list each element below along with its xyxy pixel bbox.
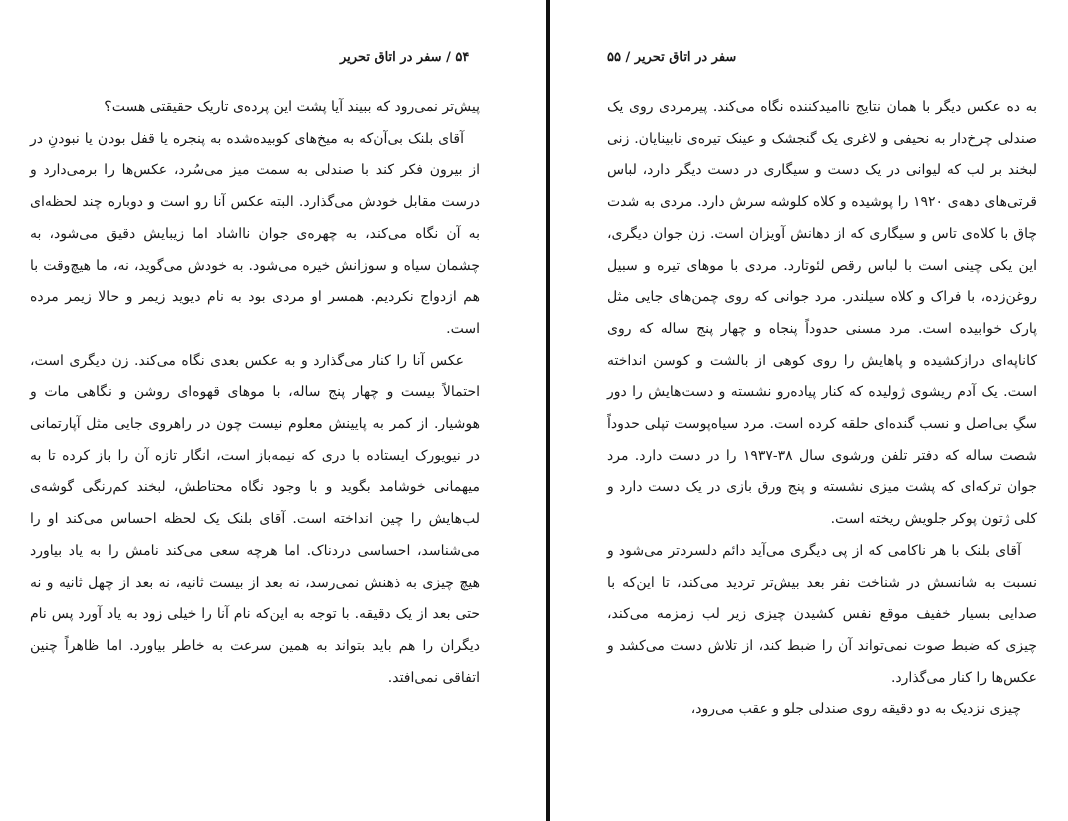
right-page [550,0,1068,821]
right-running-head: سفر در اتاق تحریر / ۵۵ [607,50,737,65]
left-paragraph-3: عکس آنا را کنار می‌گذارد و به عکس بعدی نگاه می‌کند. زن دیگری است، احتمالاً بیست و چهار پنج ساله، با موهای قهوه‌ای روشن و نگاهی مات و هوشیار. از کمر به پایینش معلوم نیست چون در راهروی جایی مثل آپارتمانی در نیویورک ایستاده با دری که نیمه‌باز است، انگار تازه آن را باز کرده تا به میهمانی خوشامد بگوید و با وجود نگاه محتاطش، لبخند کم‌رنگی گوشه‌ی لب‌هایش را چین انداخته است. آقای بلنک یک لحظه احساس می‌کند او را می‌شناسد، احساسی دردناک. اما هرچه سعی می‌کند نامش را به یاد بیاورد هیچ چیزی به ذهنش نمی‌رسد، نه بعد از بیست ثانیه، نه بعد از چهل ثانیه و نه حتی بعد از یک دقیقه. با توجه به این‌که نام آنا را خیلی زود به یاد آورد پس نام دیگران را هم باید بتواند به همین سرعت به خاطر بیاورد. اما ظاهراً چنین اتفاقی نمی‌افتد. [30,352,480,686]
right-paragraph-3: چیزی نزدیک به دو دقیقه روی صندلی جلو و عقب می‌رود، [690,701,1021,718]
right-paragraph-2: آقای بلنک با هر ناکامی که از پی دیگری می‌آید دائم دلسردتر می‌شود و نسبت به شانسش در شناخت نفر بعد بیش‌تر تردید می‌کند، تا این‌که با صدایی بسیار خفیف موقع نفس کشیدن چیزی زیر لب زمزمه می‌کند، چیزی که ضبط صوت نمی‌تواند آن را ضبط کند، از تلاش دست می‌کشد و عکس‌ها را کنار می‌گذارد. [607,542,1037,686]
left-paragraph-2: آقای بلنک بی‌آن‌که به میخ‌های کوبیده‌شده به پنجره یا قفل بودن یا نبودنِ در از بیرون فکر کند با صندلی به سمت میز می‌سُرد، عکس‌ها را برمی‌دارد و درست مقابل خودش می‌گذارد. البته عکس آنا رو است و دوباره چند لحظه‌ای به آن نگاه می‌کند، به چهره‌ی جوان نااشاد اما زیبایش دقیق می‌شود، به چشمان سیاه و سوزانش خیره می‌شود. به خودش می‌گوید، نه، ما هیچ‌وقت با هم ازدواج نکردیم. همسر او مردی بود به نام دیوید زیمر و حالا زیمر مرده است. [30,130,480,337]
left-body-text [30,92,480,694]
right-body-text [607,92,1037,726]
left-running-head: ۵۴ / سفر در اتاق تحریر [340,50,470,65]
right-paragraph-1: به ده عکس دیگر با همان نتایج ناامیدکننده نگاه می‌کند. پیرمردی روی یک صندلی چرخ‌دار به نحیفی و لاغری یک گنجشک و عینک تیره‌ی نابینایان. زنی لبخند بر لب که لیوانی در یک دست و سیگاری در دست دیگر دارد، لباس قرتی‌های دهه‌ی ۱۹۲۰ را پوشیده و کلاه کلوشه سرش دارد. مردی به شدت چاق با کلاه‌ی تاس و سیگاری که از دهانش آویزان است. زن جوان دیگری، این یکی چینی است با لباس رقص لئوتارد. مردی با موهای تیره و سبیل روغن‌زده، با فراک و کلاه سیلندر. مرد جوانی که روی چمن‌های جایی مثل پارک خوابیده است. مرد مسنی حدوداً پنجاه و چهار پنج ساله که روی کاناپه‌ای درازکشیده و پاهایش را روی کوهی از بالشت و کوسن انداخته است. یک آدم ریشوی ژولیده که کنار پیاده‌رو نشسته و دست‌هایش را دور سگِ بی‌اصل و نسب گنده‌ای حلقه کرده است. مرد سیاه‌پوست تپلی حدوداً شصت ساله که دفتر تلفن ورشوی سال ۳۸-۱۹۳۷ را در دست دارد. مرد جوان ترکه‌ای که پشت میزی نشسته و پنج ورق بازی در یک دست دارد و کلی ژتون پوکر جلویش ریخته است. [607,99,1038,528]
left-paragraph-1: پیش‌تر نمی‌رود که ببیند آیا پشت این پرده‌ی تاریک حقیقتی هست؟ [104,99,480,115]
